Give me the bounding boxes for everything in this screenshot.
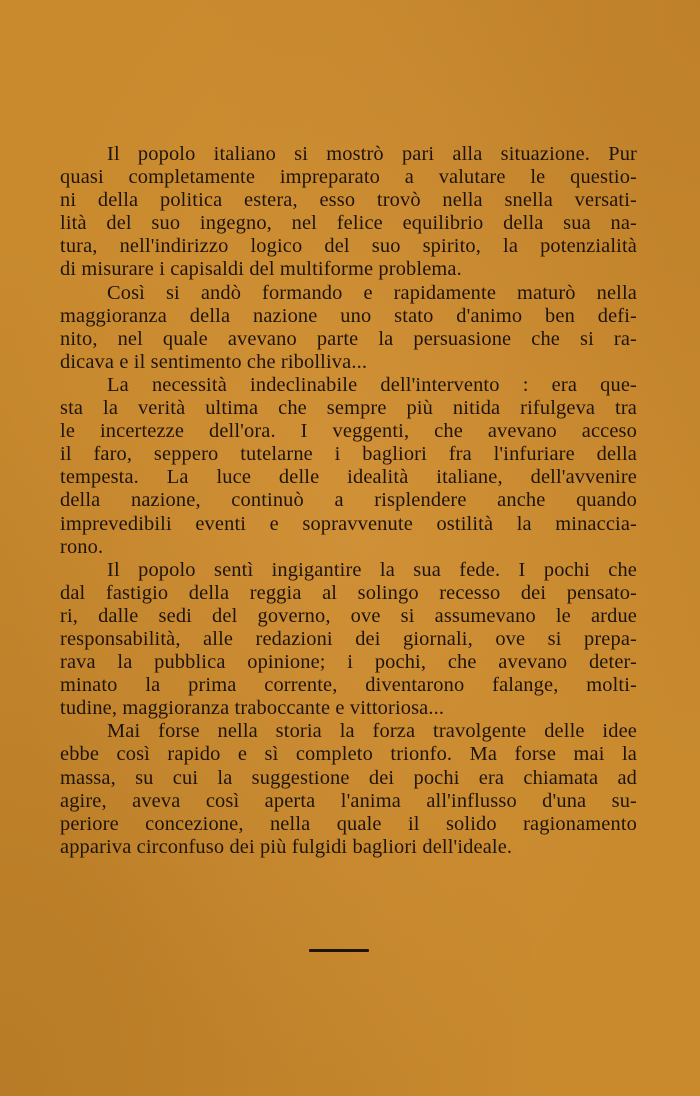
text-line: lità del suo ingegno, nel felice equilibrio della sua na-: [60, 212, 637, 235]
text-line: periore concezione, nella quale il solido ragionamento: [60, 812, 637, 835]
text-line: Il popolo italiano si mostrò pari alla situazione. Pur: [107, 143, 637, 165]
text-line: tudine, maggioranza traboccante e vittoriosa...: [60, 697, 445, 720]
text-line: quasi completamente impreparato a valutare le questio-: [60, 166, 637, 189]
text-line: Così si andò formando e rapidamente maturò nella: [107, 281, 637, 304]
text-line: nito, nel quale avevano parte la persuasione che si ra-: [60, 327, 637, 350]
paragraph-1: [60, 143, 637, 282]
text-line: maggioranza della nazione uno stato d'animo ben defi-: [60, 304, 637, 327]
paragraph-4: [60, 559, 637, 721]
body-text: [60, 143, 637, 859]
text-line: La necessità indeclinabile dell'intervento : era que-: [107, 373, 637, 396]
text-line: ebbe così rapido e sì completo trionfo. Ma forse mai la: [60, 743, 637, 766]
text-line: di misurare i capisaldi del multiforme problema.: [60, 258, 462, 281]
text-line: responsabilità, alle redazioni dei giornali, ove si prepa-: [60, 627, 637, 650]
text-line: dal fastigio della reggia al solingo recesso dei pensato-: [60, 581, 637, 604]
text-line: ni della politica estera, esso trovò nella snella versati-: [60, 189, 637, 212]
text-line: tura, nell'indirizzo logico del suo spirito, la potenzialità: [60, 235, 637, 258]
text-line: massa, su cui la suggestione dei pochi era chiamata ad: [60, 766, 637, 789]
text-line: appariva circonfuso dei più fulgidi bagliori dell'ideale.: [60, 835, 513, 858]
paragraph-3: [60, 374, 637, 559]
text-line: della nazione, continuò a risplendere anche quando: [60, 489, 637, 512]
section-divider: [309, 949, 369, 952]
paragraph-2: [60, 282, 637, 374]
text-line: dicava e il sentimento che ribolliva...: [60, 350, 368, 373]
text-line: rava la pubblica opinione; i pochi, che avevano deter-: [60, 651, 637, 674]
text-line: Mai forse nella storia la forza travolgente delle idee: [107, 720, 637, 743]
text-line: il faro, seppero tutelarne i bagliori fra l'infuriare della: [60, 443, 637, 466]
text-line: Il popolo sentì ingigantire la sua fede. I pochi che: [107, 558, 637, 581]
text-line: tempesta. La luce delle idealità italiane, dell'avvenire: [60, 466, 637, 489]
text-line: rono.: [60, 535, 104, 558]
text-line: ri, dalle sedi del governo, ove si assumevano le ardue: [60, 604, 637, 627]
text-line: sta la verità ultima che sempre più nitida rifulgeva tra: [60, 397, 637, 420]
text-line: minato la prima corrente, diventarono falange, molti-: [60, 674, 637, 697]
paragraph-5: [60, 720, 637, 859]
text-line: agire, aveva così aperta l'anima all'influsso d'una su-: [60, 789, 637, 812]
text-line: le incertezze dell'ora. I veggenti, che avevano acceso: [60, 420, 637, 443]
text-line: imprevedibili eventi e sopravvenute ostilità la minaccia-: [60, 512, 637, 535]
